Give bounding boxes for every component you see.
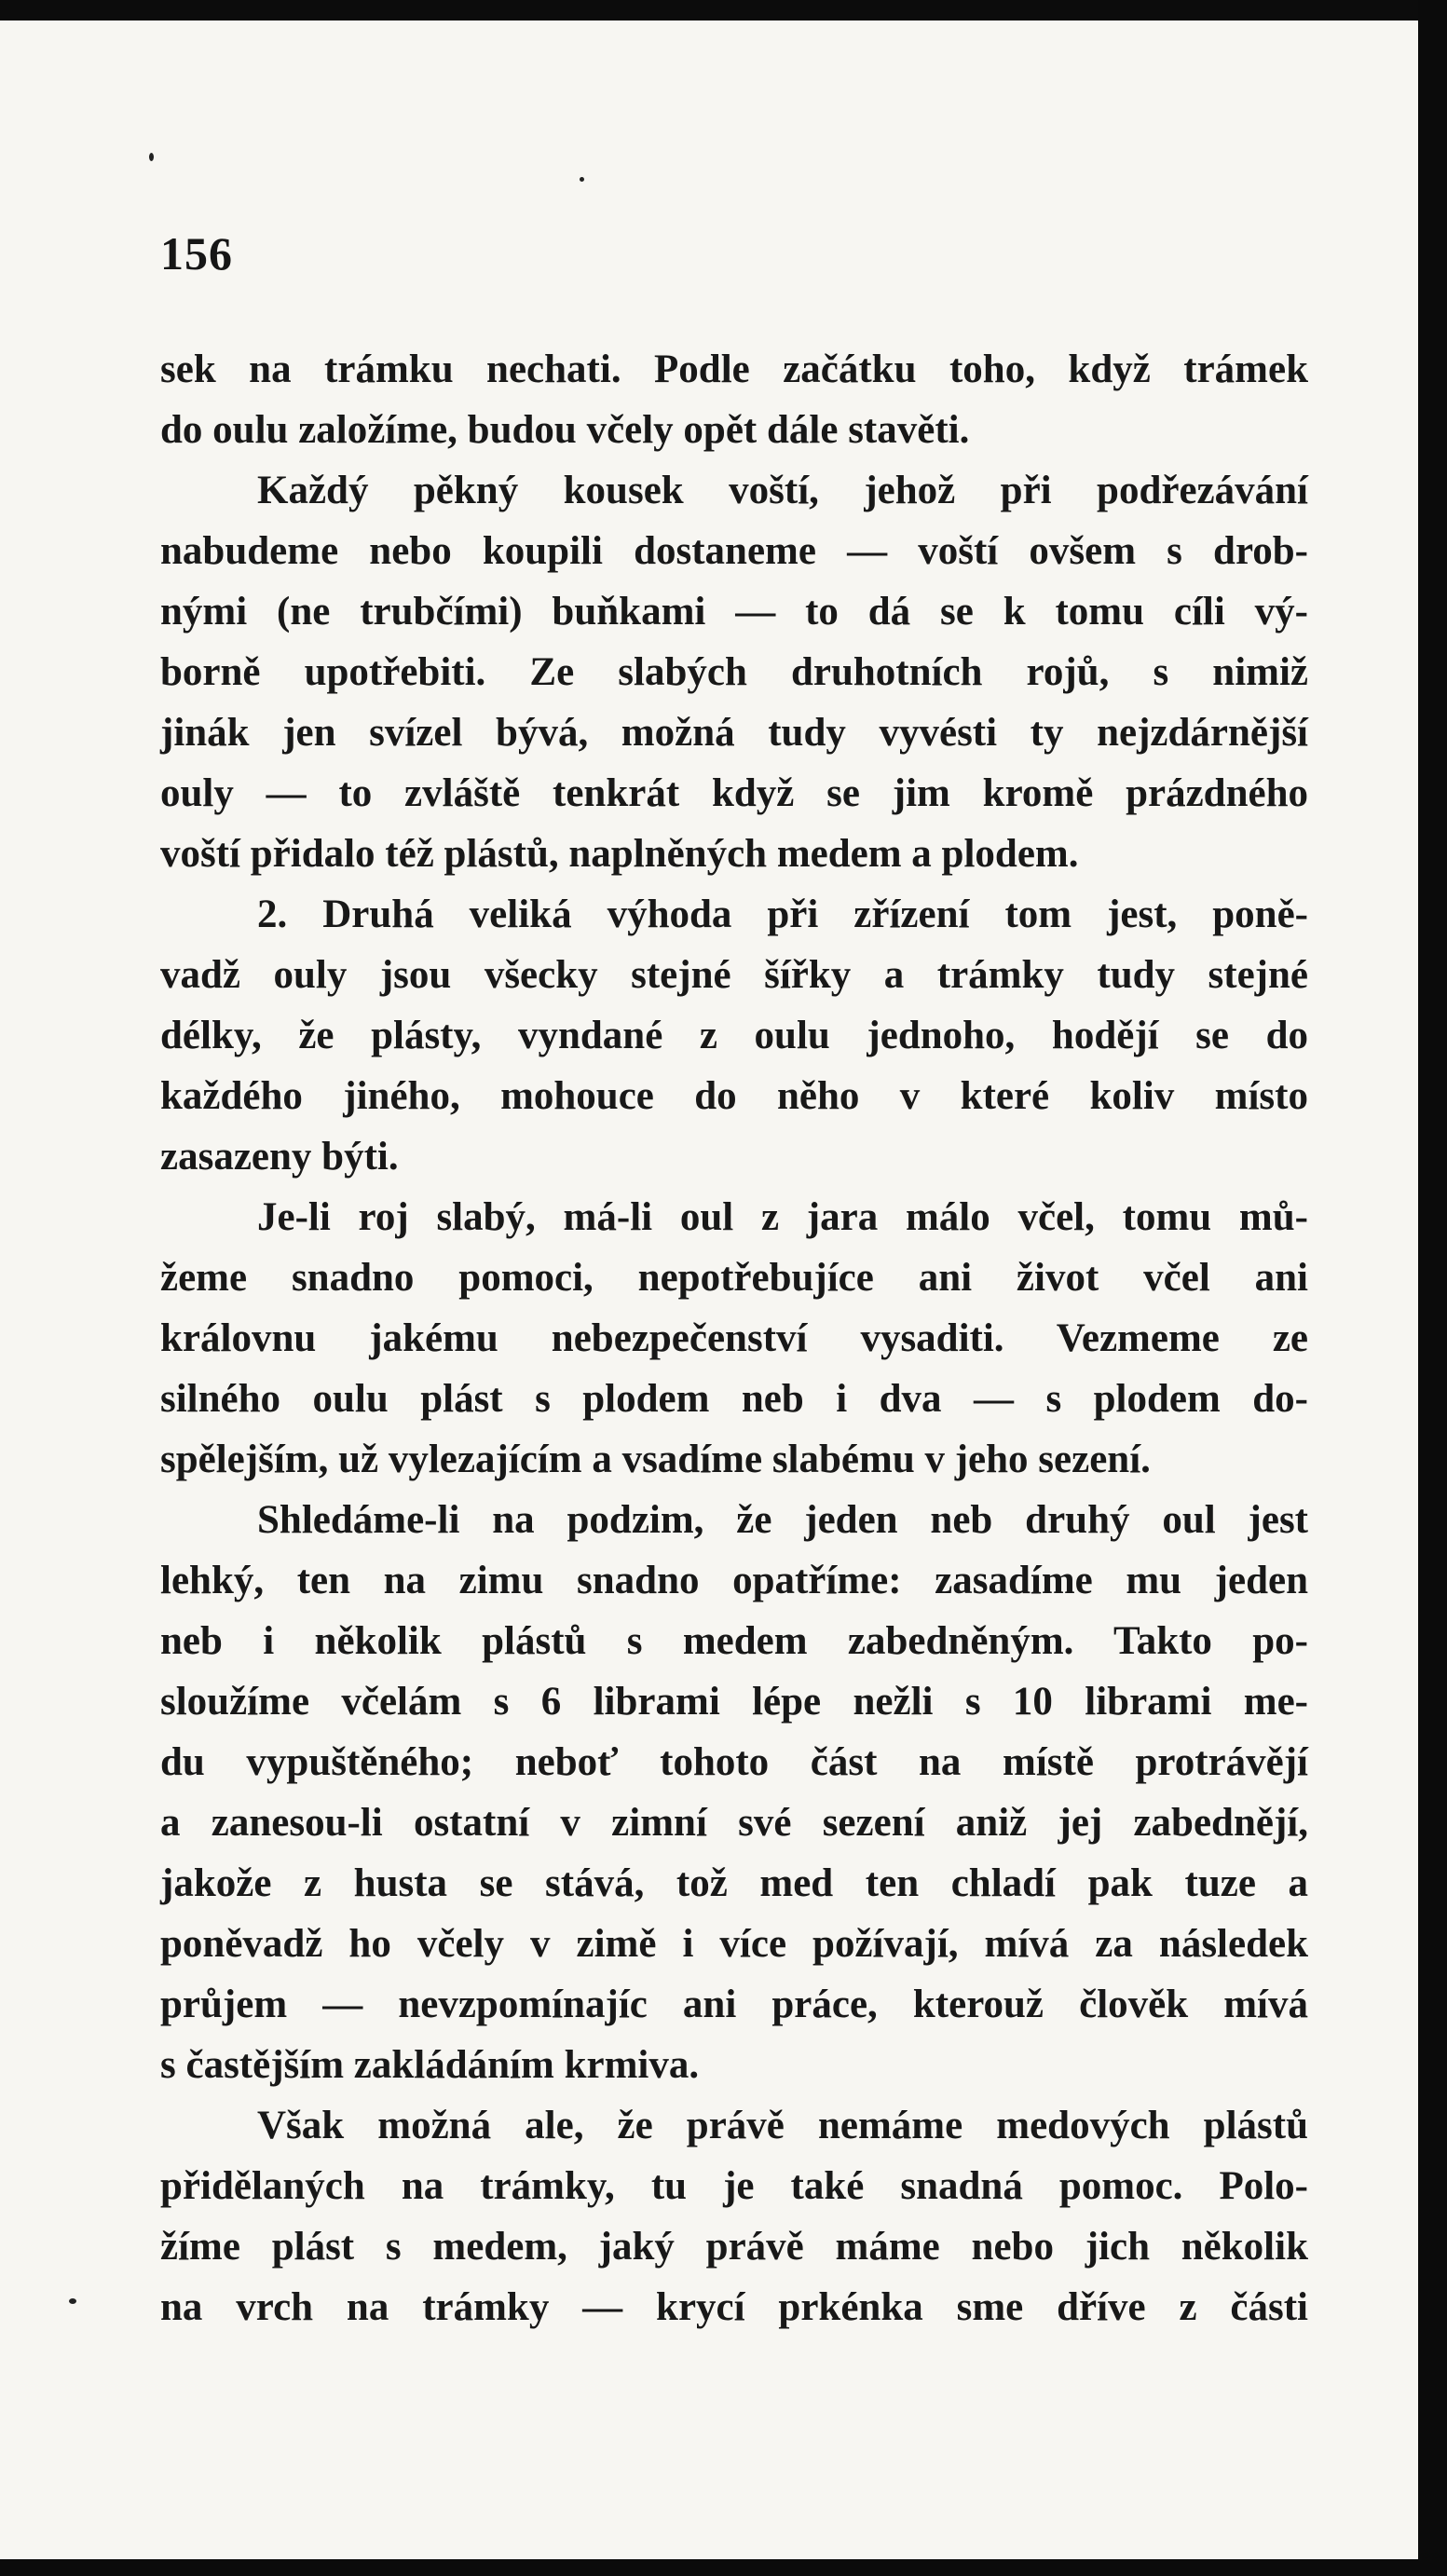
text-line: přidělaných na trámky, tu je také snadná pomoc. Polo-	[160, 2164, 1308, 2208]
text-line: jinák jen svízel bývá, možná tudy vyvésti ty nejzdárnější	[160, 711, 1308, 755]
text-line: zasazeny býti.	[160, 1135, 399, 1179]
text-line: jakože z husta se stává, tož med ten chladí pak tuze a	[160, 1861, 1308, 1905]
text-line: s častějším zakládáním krmiva.	[160, 2043, 700, 2087]
text-line: lehký, ten na zimu snadno opatříme: zasadíme mu jeden	[160, 1559, 1308, 1602]
text-line: poněvadž ho včely v zimě i více požívají, mívá za následek	[160, 1922, 1308, 1966]
text-line: Shledáme-li na podzim, že jeden neb druhý oul jest	[257, 1498, 1308, 1542]
text-line: nabudeme nebo koupili dostaneme — voští ovšem s drob-	[160, 529, 1308, 573]
body-text	[160, 339, 1308, 2337]
text-line: délky, že plásty, vyndané z oulu jednoho, hodějí se do	[160, 1014, 1308, 1057]
text-line: sloužíme včelám s 6 librami lépe nežli s 10 librami me-	[160, 1680, 1308, 1724]
ink-speck	[580, 177, 584, 182]
page-number: 156	[160, 227, 233, 279]
text-line: 2. Druhá veliká výhoda při zřízení tom jest, poně-	[257, 893, 1308, 936]
text-line: spělejším, už vylezajícím a vsadíme slabému v jeho sezení.	[160, 1438, 1151, 1481]
text-line: královnu jakému nebezpečenství vysaditi. Vezmeme ze	[160, 1316, 1308, 1360]
text-line: nými (ne trubčími) buňkami — to dá se k tomu cíli vý-	[160, 590, 1308, 634]
ink-speck	[149, 153, 154, 161]
text-line: do oulu založíme, budou včely opět dále stavěti.	[160, 408, 970, 452]
scan-border-bottom	[0, 2559, 1447, 2576]
text-line: voští přidalo též plástů, naplněných medem a plodem.	[160, 832, 1079, 876]
text-line: sek na trámku nechati. Podle začátku toho, když trámek	[160, 348, 1308, 391]
text-line: a zanesou-li ostatní v zimní své sezení aniž jej zabednějí,	[160, 1801, 1308, 1845]
text-line: na vrch na trámky — krycí prkénka sme dříve z části	[160, 2285, 1308, 2329]
ink-speck	[69, 2298, 76, 2304]
book-page	[0, 20, 1418, 2559]
text-line: neb i několik plástů s medem zabedněným. Takto po-	[160, 1619, 1308, 1663]
text-line: průjem — nevzpomínajíc ani práce, kterouž člověk mívá	[160, 1983, 1308, 2026]
text-line: du vypuštěného; neboť tohoto část na místě protrávějí	[160, 1740, 1308, 1784]
text-line: Je-li roj slabý, má-li oul z jara málo včel, tomu mů-	[257, 1195, 1308, 1239]
text-line: žíme plást s medem, jaký právě máme nebo jich několik	[160, 2225, 1308, 2269]
text-line: silného oulu plást s plodem neb i dva — s plodem do-	[160, 1377, 1308, 1421]
text-line: Každý pěkný kousek voští, jehož při podřezávání	[257, 469, 1308, 512]
scan-border-right	[1418, 0, 1447, 2576]
text-line: žeme snadno pomoci, nepotřebujíce ani život včel ani	[160, 1256, 1308, 1300]
text-line: ouly — to zvláště tenkrát když se jim kromě prázdného	[160, 771, 1308, 815]
text-line: Však možná ale, že právě nemáme medových plástů	[257, 2104, 1308, 2147]
text-line: každého jiného, mohouce do něho v které koliv místo	[160, 1074, 1308, 1118]
text-line: vadž ouly jsou všecky stejné šířky a trámky tudy stejné	[160, 953, 1308, 997]
text-line: borně upotřebiti. Ze slabých druhotních rojů, s nimiž	[160, 650, 1308, 694]
